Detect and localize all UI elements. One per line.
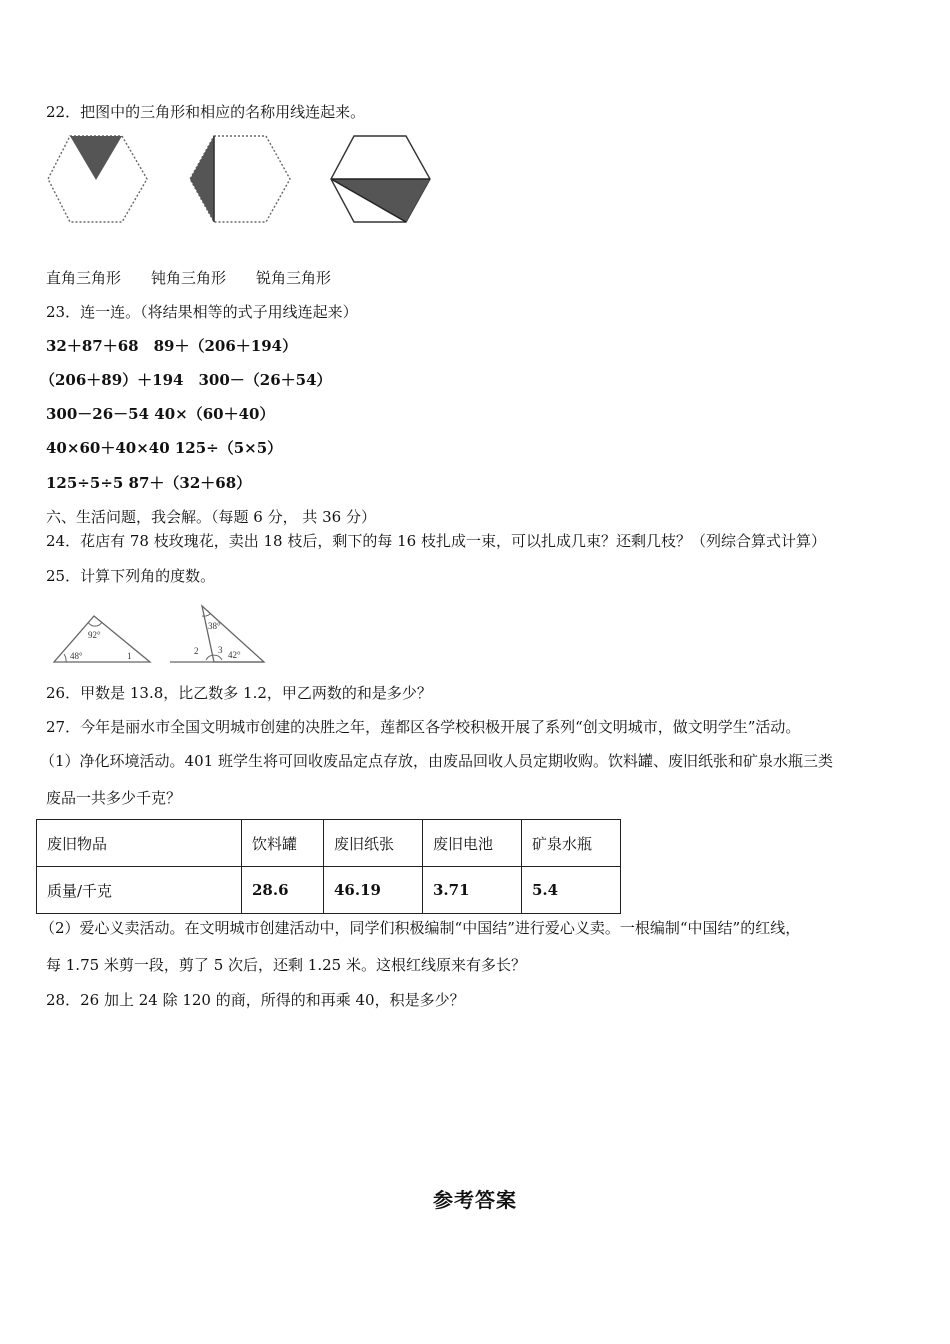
q26-text: 26．甲数是 13.8，比乙数多 1.2，甲乙两数的和是多少？ bbox=[46, 684, 432, 702]
q27-title: 27．今年是丽水市全国文明城市创建的决胜之年，莲都区各学校积极开展了系列“创文明城市，做文明学生”活动。 bbox=[46, 718, 801, 736]
table-cell: 28.6 bbox=[242, 867, 324, 914]
q23-row: 32＋87＋68 89＋（206＋194） bbox=[46, 337, 298, 355]
q24-text: 24．花店有 78 枝玫瑰花，卖出 18 枝后，剩下的每 16 枝扎成一束，可以扎成几束？还剩几枝？（列综合算式计算） bbox=[46, 532, 826, 550]
table-cell: 46.19 bbox=[324, 867, 423, 914]
q23-title: 23．连一连。（将结果相等的式子用线连起来） bbox=[46, 303, 358, 321]
q22-triangle-names: 直角三角形 钝角三角形 锐角三角形 bbox=[46, 269, 332, 287]
tri2-top-angle: 38° bbox=[208, 621, 221, 631]
table-cell: 3.71 bbox=[423, 867, 522, 914]
tri1-right-angle: 1 bbox=[127, 651, 132, 661]
table-header-row bbox=[37, 820, 621, 867]
q22-title: 22．把图中的三角形和相应的名称用线连起来。 bbox=[46, 103, 366, 121]
table-row bbox=[37, 867, 621, 914]
table-cell: 废旧纸张 bbox=[324, 820, 423, 867]
table-cell: 废旧电池 bbox=[423, 820, 522, 867]
q25-title: 25．计算下列角的度数。 bbox=[46, 567, 216, 585]
q23-row: 300－26－54 40×（60＋40） bbox=[46, 405, 275, 423]
angle-figures bbox=[50, 602, 270, 668]
tri1-top-angle: 92° bbox=[88, 630, 101, 640]
tri2-angle-2: 2 bbox=[194, 646, 199, 656]
answer-section-title: 参考答案 bbox=[433, 1188, 517, 1212]
table-cell: 5.4 bbox=[522, 867, 621, 914]
q23-row: 40×60＋40×40 125÷（5×5） bbox=[46, 439, 283, 457]
hexagon-figures bbox=[44, 132, 436, 226]
tri2-right-angle: 42° bbox=[228, 650, 241, 660]
obtuse-triangle-shaded bbox=[190, 136, 214, 222]
right-triangle-shaded bbox=[331, 179, 430, 222]
acute-triangle-shaded bbox=[70, 136, 122, 180]
q27-part1-line2: 废品一共多少千克？ bbox=[46, 789, 182, 807]
table-cell: 饮料罐 bbox=[242, 820, 324, 867]
table-cell: 废旧物品 bbox=[37, 820, 242, 867]
table-cell: 矿泉水瓶 bbox=[522, 820, 621, 867]
q27-part2-line1: （2）爱心义卖活动。在文明城市创建活动中，同学们积极编制“中国结”进行爱心义卖。一根编制“中国结”的红线， bbox=[40, 919, 801, 937]
waste-table bbox=[36, 819, 621, 914]
tri2-angle-3: 3 bbox=[218, 645, 223, 655]
q27-part2-line2: 每 1.75 米剪一段，剪了 5 次后，还剩 1.25 米。这根红线原来有多长？ bbox=[46, 956, 526, 974]
q23-row: 125÷5÷5 87＋（32＋68） bbox=[46, 474, 252, 492]
q23-row: （206＋89）＋194 300－（26＋54） bbox=[40, 371, 332, 389]
q27-part1-line1: （1）净化环境活动。401 班学生将可回收废品定点存放，由废品回收人员定期收购。饮料罐、废旧纸张和矿泉水瓶三类 bbox=[40, 752, 833, 770]
q28-text: 28．26 加上 24 除 120 的商，所得的和再乘 40，积是多少？ bbox=[46, 991, 465, 1009]
table-cell: 质量/千克 bbox=[37, 867, 242, 914]
tri1-left-angle: 48° bbox=[70, 651, 83, 661]
section-6-heading: 六、生活问题，我会解。（每题 6 分， 共 36 分） bbox=[46, 508, 376, 526]
